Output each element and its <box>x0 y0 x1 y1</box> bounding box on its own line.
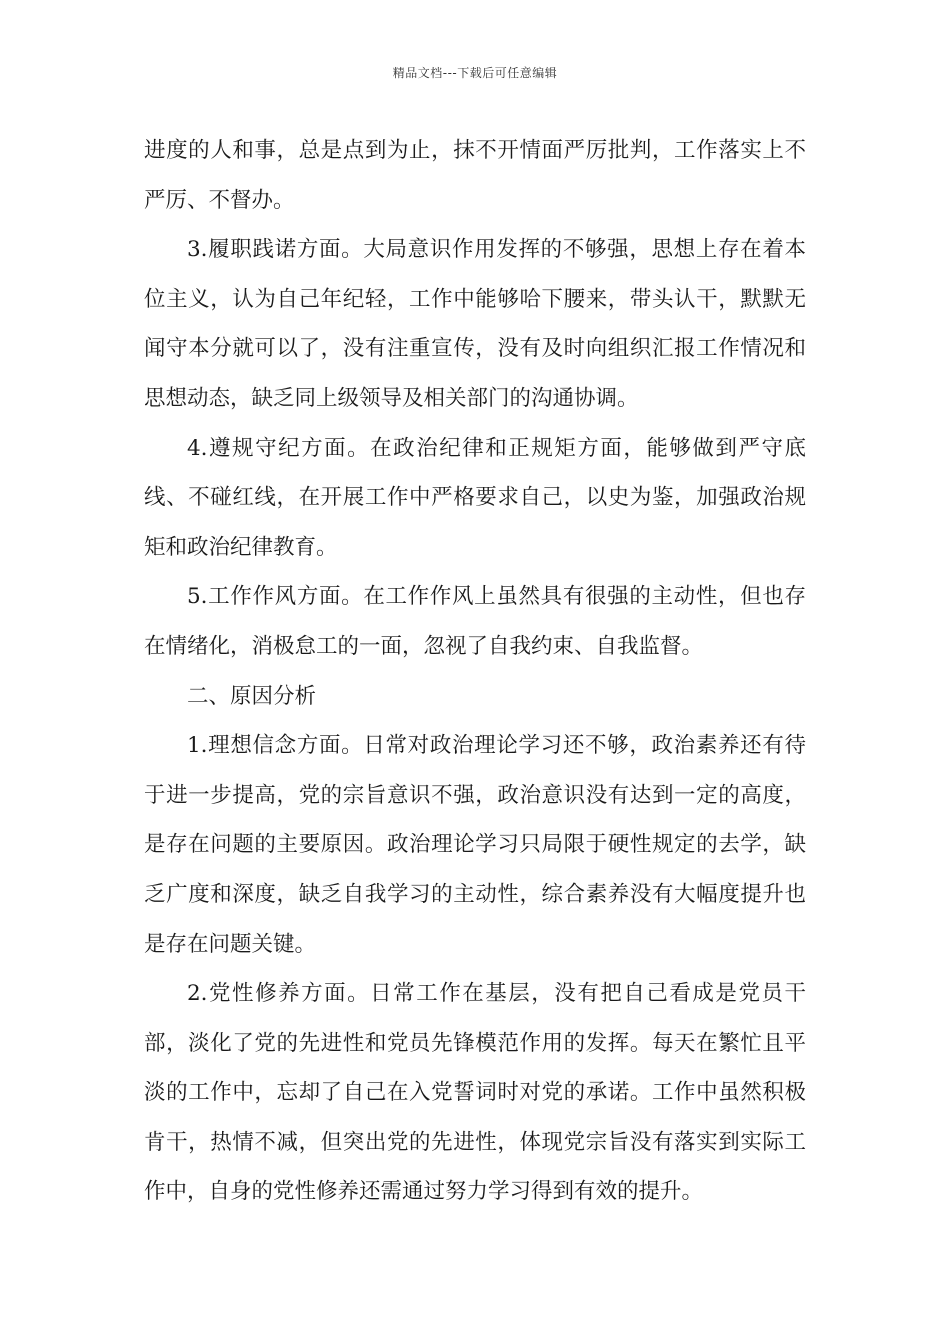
document-body <box>144 126 806 1217</box>
page-header: 精品文档---下载后可任意编辑 <box>392 66 558 80</box>
paragraph-work-style: 5.工作作风方面。在工作作风上虽然具有很强的主动性，但也存在情绪化，消极怠工的一面，忽视了自我约束、自我监督。 <box>144 584 806 659</box>
paragraph-discipline: 4.遵规守纪方面。在政治纪律和正规矩方面，能够做到严守底线、不碰红线，在开展工作中严格要求自己，以史为鉴，加强政治规矩和政治纪律教育。 <box>144 435 806 560</box>
paragraph-party-spirit: 2.党性修养方面。日常工作在基层，没有把自己看成是党员干部，淡化了党的先进性和党员先锋模范作用的发挥。每天在繁忙且平淡的工作中，忘却了自己在入党誓词时对党的承诺。工作中虽然积极肯干，热情不减，但突出党的先进性，体现党宗旨没有落实到实际工作中，自身的党性修养还需通过努力学习得到有效的提升。 <box>144 981 806 1205</box>
paragraph-duty-fulfillment: 3.履职践诺方面。大局意识作用发挥的不够强，思想上存在着本位主义，认为自己年纪轻，工作中能够哈下腰来，带头认干，默默无闻守本分就可以了，没有注重宣传，没有及时向组织汇报工作情况和思想动态，缺乏同上级领导及相关部门的沟通协调。 <box>144 237 806 411</box>
paragraph-continued: 进度的人和事，总是点到为止，抹不开情面严厉批判，工作落实上不严厉、不督办。 <box>144 138 806 213</box>
paragraph-ideals-beliefs: 1.理想信念方面。日常对政治理论学习还不够，政治素养还有待于进一步提高，党的宗旨意识不强，政治意识没有达到一定的高度，是存在问题的主要原因。政治理论学习只局限于硬性规定的去学，缺乏广度和深度，缺乏自我学习的主动性，综合素养没有大幅度提升也是存在问题关键。 <box>144 733 806 957</box>
section-heading-cause-analysis: 二、原因分析 <box>187 683 317 709</box>
